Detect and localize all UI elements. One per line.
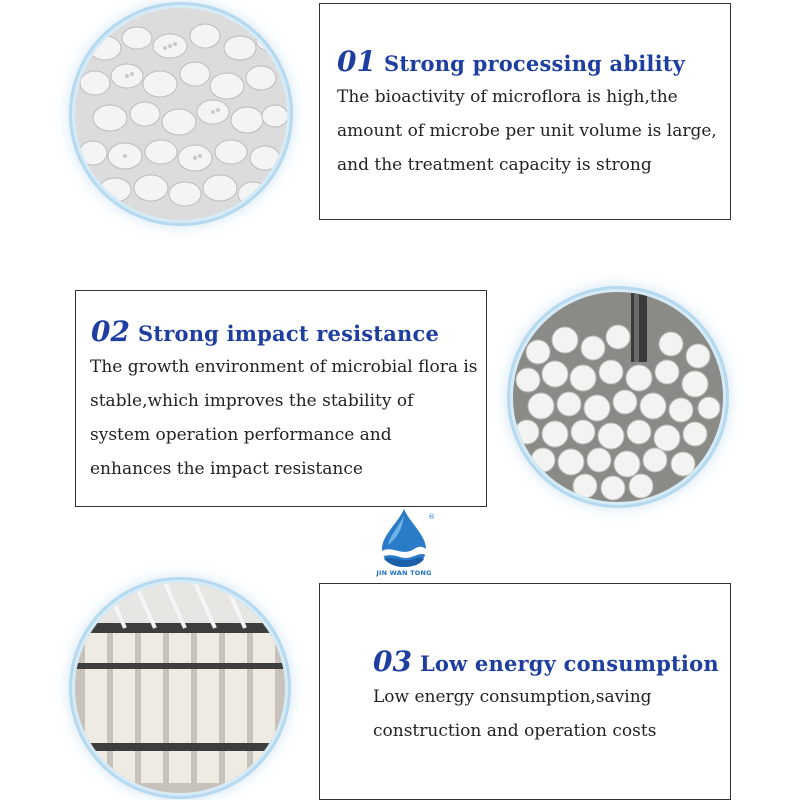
white-bio-carrier-media-image (75, 8, 287, 220)
feature-01-line: and the treatment capacity is strong (337, 155, 652, 175)
feature-02-title: Strong impact resistance (137, 321, 440, 346)
feature-03-number: 03 (373, 645, 412, 678)
logo-brand-text: JIN WAN TONG (376, 569, 432, 577)
feature-02-line: The growth environment of microbial flora is (90, 357, 478, 377)
feature-03-heading (373, 645, 719, 678)
feature-01-line: amount of microbe per unit volume is large, (337, 121, 717, 141)
feature-03-description (373, 680, 656, 748)
feature-01-photo (75, 8, 287, 220)
feature-03-title: Low energy consumption (419, 651, 719, 676)
feature-01-heading (337, 45, 685, 78)
feature-02-photo (513, 292, 723, 502)
jin-wan-tong-logo (368, 505, 440, 585)
white-ball-media-in-tank-image (513, 292, 723, 502)
feature-03-line: construction and operation costs (373, 721, 657, 741)
feature-01-line: The bioactivity of microflora is high,the (337, 87, 678, 107)
feature-01-description (337, 80, 717, 182)
feature-03-photo (75, 583, 285, 793)
membrane-module-frame-image (75, 583, 285, 793)
feature-02-number: 02 (91, 315, 130, 348)
water-drop-wave-logo (368, 505, 440, 569)
feature-03-line: Low energy consumption,saving (373, 687, 652, 707)
feature-02-line: enhances the impact resistance (90, 459, 363, 479)
feature-01-title: Strong processing ability (383, 51, 686, 76)
feature-02-heading (91, 315, 439, 348)
registered-mark: ® (428, 513, 435, 521)
feature-01-number: 01 (337, 45, 376, 78)
feature-02-line: stable,which improves the stability of (90, 391, 414, 411)
feature-02-line: system operation performance and (90, 425, 392, 445)
feature-02-description (90, 350, 478, 486)
